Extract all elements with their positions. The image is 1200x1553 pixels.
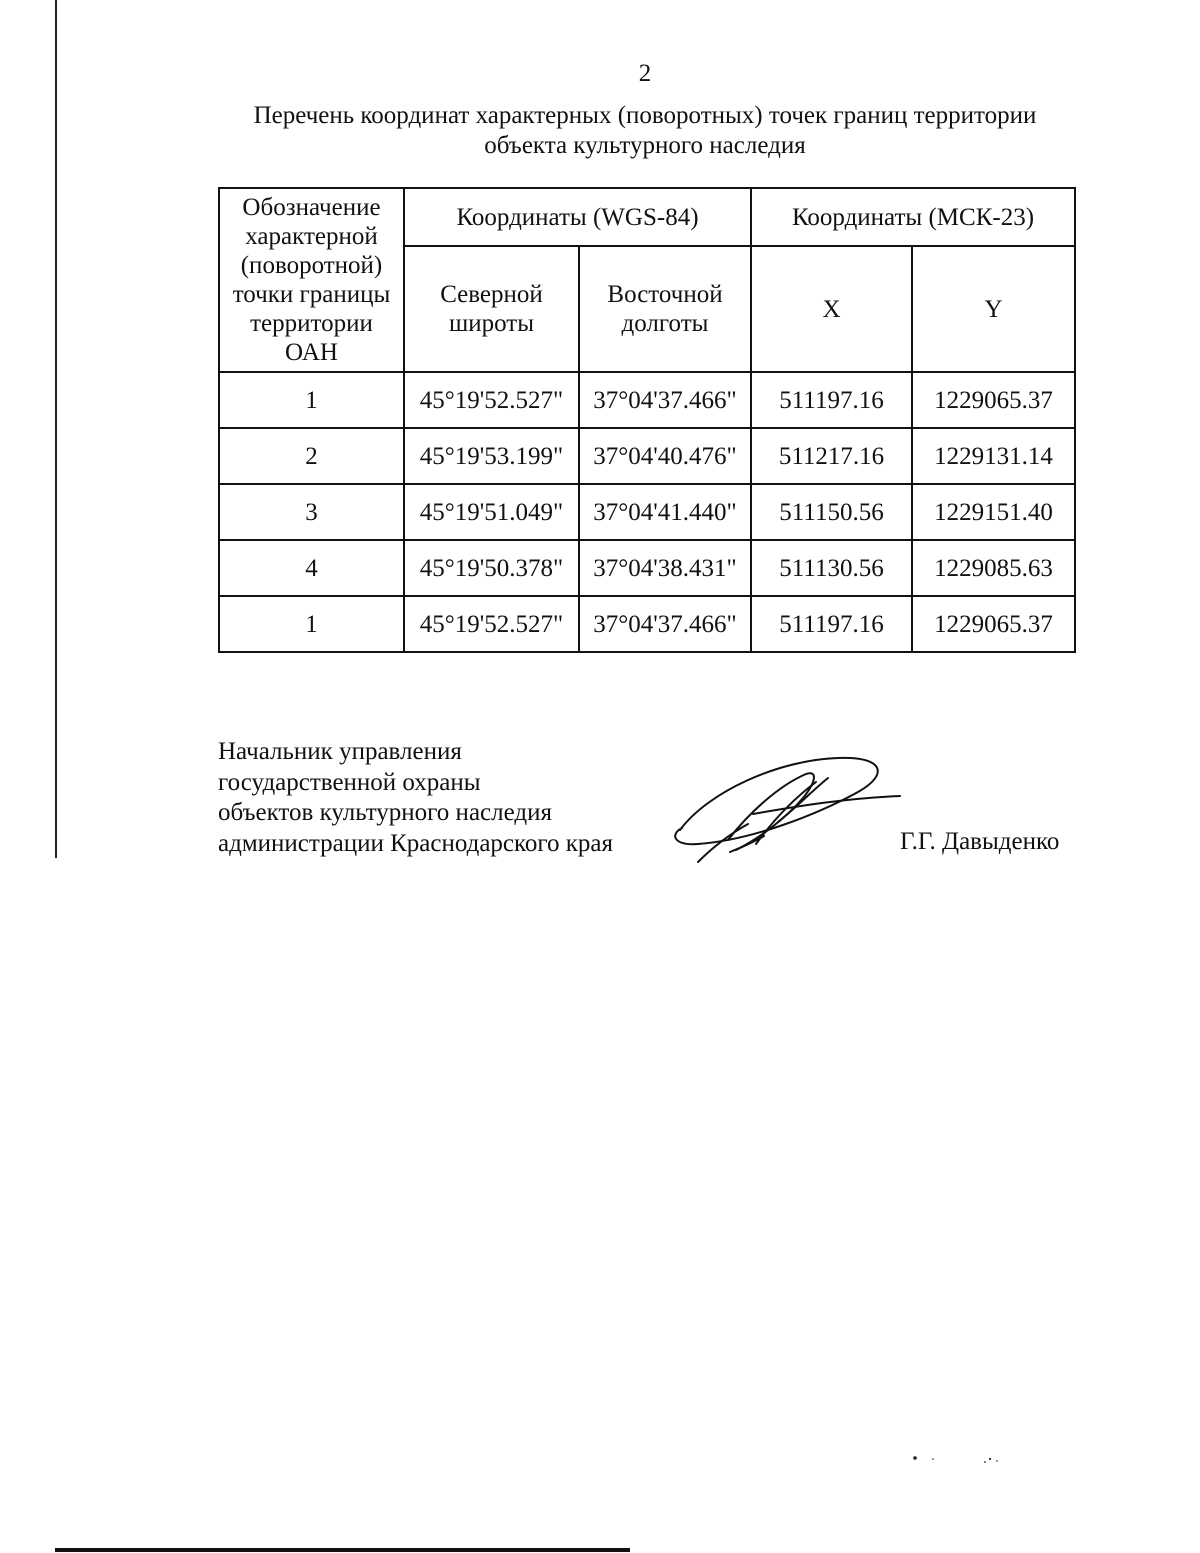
- cell-y: 1229085.63: [912, 540, 1075, 596]
- header-point-line: ОАН: [285, 339, 338, 366]
- cell-latitude: 45°19'53.199": [404, 428, 579, 484]
- header-latitude-line: широты: [448, 310, 535, 337]
- page-number: 2: [638, 60, 652, 87]
- cell-x: 511130.56: [751, 540, 912, 596]
- cell-x: 511150.56: [751, 484, 912, 540]
- signer-position-line: государственной охраны: [218, 768, 481, 796]
- cell-point: 4: [219, 540, 404, 596]
- header-latitude-line: Северной: [440, 281, 543, 308]
- cell-point: 1: [219, 372, 404, 428]
- cell-point: 1: [219, 596, 404, 652]
- cell-longitude: 37°04'37.466": [579, 596, 751, 652]
- cell-y: 1229131.14: [912, 428, 1075, 484]
- header-latitude: [404, 246, 579, 372]
- cell-longitude: 37°04'41.440": [579, 484, 751, 540]
- cell-y: 1229065.37: [912, 596, 1075, 652]
- document-title-line-2: объекта культурного наследия: [484, 132, 806, 159]
- cell-latitude: 45°19'51.049": [404, 484, 579, 540]
- cell-x: 511217.16: [751, 428, 912, 484]
- cell-latitude: 45°19'52.527": [404, 596, 579, 652]
- cell-latitude: 45°19'50.378": [404, 540, 579, 596]
- document-title: [200, 101, 1090, 161]
- header-point-line: точки границы: [232, 281, 391, 308]
- cell-latitude: 45°19'52.527": [404, 372, 579, 428]
- cell-point: 2: [219, 428, 404, 484]
- header-x: X: [751, 246, 912, 372]
- signer-position-line: администрации Краснодарского края: [218, 829, 614, 857]
- cell-x: 511197.16: [751, 372, 912, 428]
- header-wgs84-group: Координаты (WGS-84): [404, 188, 751, 246]
- cell-longitude: 37°04'38.431": [579, 540, 751, 596]
- table-row: [219, 484, 1075, 540]
- cell-y: 1229151.40: [912, 484, 1075, 540]
- cell-longitude: 37°04'40.476": [579, 428, 751, 484]
- bottom-rule: [55, 1548, 630, 1552]
- table-row: [219, 372, 1075, 428]
- header-point-line: характерной: [245, 223, 378, 250]
- coordinates-table: [218, 187, 1076, 653]
- signer-name: Г.Г. Давыденко: [900, 828, 1060, 855]
- signer-position-line: Начальник управления: [218, 738, 462, 765]
- scan-specks: [905, 1450, 1015, 1470]
- cell-x: 511197.16: [751, 596, 912, 652]
- signer-position: [218, 737, 613, 859]
- handwritten-signature: [668, 752, 913, 870]
- table-row: [219, 540, 1075, 596]
- table-row: [219, 428, 1075, 484]
- header-point-designation: [219, 188, 404, 372]
- document-title-line-1: Перечень координат характерных (поворотных) точек границ территории: [253, 102, 1037, 129]
- left-margin-line: [55, 0, 57, 858]
- header-msk23-group: Координаты (МСК-23): [751, 188, 1075, 246]
- header-y: Y: [912, 246, 1075, 372]
- header-point-line: территории: [250, 310, 373, 337]
- header-longitude-line: долготы: [621, 310, 709, 337]
- cell-y: 1229065.37: [912, 372, 1075, 428]
- table-row: [219, 596, 1075, 652]
- header-point-line: Обозначение: [242, 194, 381, 221]
- header-longitude-line: Восточной: [607, 281, 723, 308]
- cell-point: 3: [219, 484, 404, 540]
- cell-longitude: 37°04'37.466": [579, 372, 751, 428]
- header-longitude: [579, 246, 751, 372]
- header-point-line: (поворотной): [240, 252, 383, 279]
- signer-position-line: объектов культурного наследия: [218, 799, 552, 826]
